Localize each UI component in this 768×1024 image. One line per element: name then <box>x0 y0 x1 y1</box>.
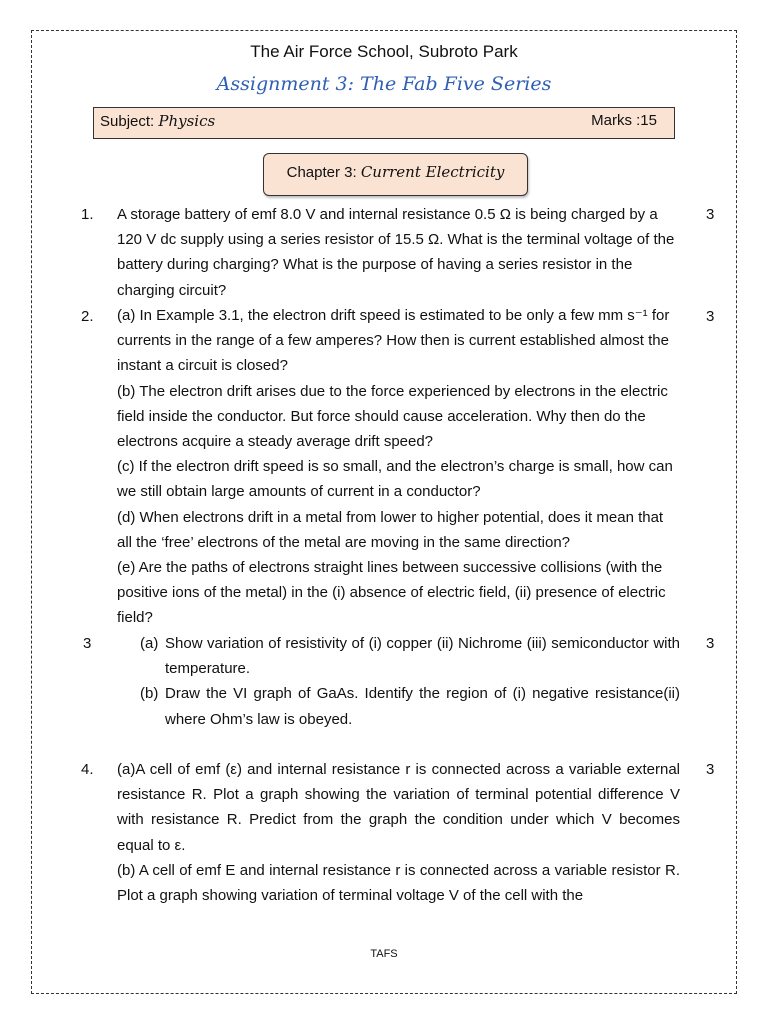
question-text <box>117 757 680 908</box>
question-2c: (c) If the electron drift speed is so small, and the electron’s charge is small, how can we still obtain large amounts of current in a conductor? <box>117 458 673 501</box>
question-text <box>117 303 680 631</box>
chapter-label: Chapter 3: <box>286 164 357 181</box>
question-text <box>140 631 680 732</box>
question-2e: (e) Are the paths of electrons straight lines between successive collisions (with the positive ions of the metal) in the (i) absence of electric field, (ii) presence of electric field? <box>117 559 666 627</box>
part-label: (b) <box>140 685 159 703</box>
part-text: Draw the VI graph of GaAs. Identify the region of (i) negative resistance(ii) where Ohm’s law is obeyed. <box>165 685 680 728</box>
total-marks: Marks :15 <box>591 112 657 129</box>
subject-value: Physics <box>158 112 216 130</box>
question-marks: 3 <box>706 308 715 325</box>
question-number: 1. <box>81 206 94 223</box>
question-marks: 3 <box>706 206 715 223</box>
subject-label: Subject: <box>100 113 155 130</box>
question-2d: (d) When electrons drift in a metal from lower to higher potential, does it mean that all the ‘free’ electrons of the metal are moving in the same direction? <box>117 508 664 551</box>
subject-field <box>100 112 215 130</box>
chapter-box <box>263 153 528 196</box>
question-2a: (a) In Example 3.1, the electron drift speed is estimated to be only a few mm s⁻¹ for currents in the range of a few amperes? How then is current established almost the instant a circuit is closed? <box>117 307 670 375</box>
question-1-text: A storage battery of emf 8.0 V and internal resistance 0.5 Ω is being charged by a 120 V dc supply using a series resistor of 15.5 Ω. What is the terminal voltage of the battery during charging? What is the purpose of having a series resistor in the charging circuit? <box>117 206 675 299</box>
part-label: (a) <box>140 635 159 652</box>
question-text <box>117 202 680 303</box>
question-2b: (b) The electron drift arises due to the force experienced by electrons in the electric field inside the conductor. But force should cause acceleration. Why then do the electrons acquire a steady average drift speed? <box>117 382 668 451</box>
question-marks: 3 <box>706 635 715 652</box>
question-number: 3 <box>83 635 92 652</box>
part-text: Show variation of resistivity of (i) copper (ii) Nichrome (iii) semiconductor with temperature. <box>165 635 680 678</box>
school-name: The Air Force School, Subroto Park <box>250 42 518 61</box>
question-3a <box>140 631 680 681</box>
question-4a: (a)A cell of emf (ε) and internal resistance r is connected across a variable external resistance R. Plot a graph showing the variation of terminal potential difference V with resistance R. Predict from the graph the condition under which V becomes equal to ε. <box>117 761 680 854</box>
question-number: 2. <box>81 308 94 325</box>
question-4b: (b) A cell of emf E and internal resistance r is connected across a variable resistor R. Plot a graph showing variation of terminal voltage V of the cell with the <box>117 861 680 905</box>
assignment-title: Assignment 3: The Fab Five Series <box>216 73 552 95</box>
question-number: 4. <box>81 761 94 778</box>
footer-text: TAFS <box>370 948 398 960</box>
subject-box <box>93 107 675 139</box>
chapter-title: Current Electricity <box>360 163 505 181</box>
question-3b <box>140 681 680 731</box>
question-marks: 3 <box>706 761 715 778</box>
